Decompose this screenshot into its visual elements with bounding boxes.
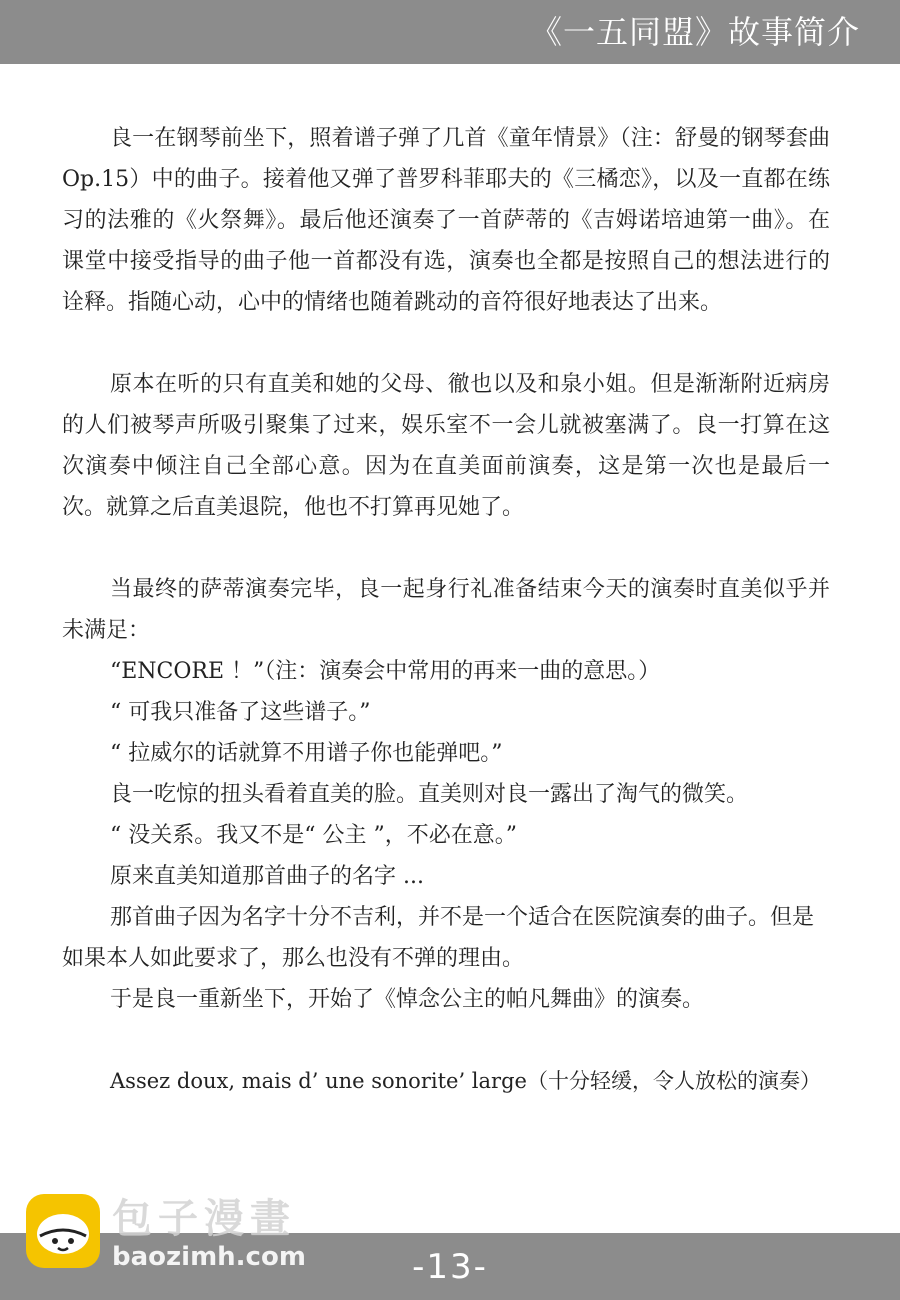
- dialogue-line: 原来直美知道那首曲子的名字 ...: [110, 864, 424, 889]
- dialogue-line: 那首曲子因为名字十分不吉利，并不是一个适合在医院演奏的曲子。但是如果本人如此要求了，那么也没有不弹的理由。: [62, 905, 815, 971]
- story-text: [62, 118, 830, 1102]
- dialogue-line: 于是良一重新坐下，开始了《悼念公主的帕凡舞曲》的演奏。: [110, 987, 705, 1012]
- paragraph-3: 当最终的萨蒂演奏完毕，良一起身行礼准备结束今天的演奏时直美似乎并未满足：: [62, 577, 830, 643]
- dialogue-line: “ 没关系。我又不是“ 公主 ”，不必在意。”: [110, 823, 517, 848]
- paragraph-2: 原本在听的只有直美和她的父母、徹也以及和泉小姐。但是渐渐附近病房的人们被琴声所吸引聚集了过来，娱乐室不一会儿就被塞满了。良一打算在这次演奏中倾注自己全部心意。因为在直美面前演奏，这是第一次也是最后一次。就算之后直美退院，他也不打算再见她了。: [62, 372, 830, 520]
- watermark: [26, 1194, 326, 1274]
- closing-line: Assez doux, mais d’ une sonorite’ large（十分轻缓，令人放松的演奏）: [110, 1069, 821, 1093]
- page-header: [0, 0, 900, 64]
- dialogue-line: “ 拉威尔的话就算不用谱子你也能弹吧。”: [110, 741, 503, 766]
- paragraph-1: 良一在钢琴前坐下，照着谱子弹了几首《童年情景》（注：舒曼的钢琴套曲 Op.15）中的曲子。接着他又弹了普罗科菲耶夫的《三橘恋》，以及一直都在练习的法雅的《火祭舞》。最后他还演奏了一首萨蒂的《吉姆诺培迪第一曲》。在课堂中接受指导的曲子他一首都没有选，演奏也全都是按照自己的想法进行的诠释。指随心动，心中的情绪也随着跳动的音符很好地表达了出来。: [62, 126, 830, 315]
- dialogue-line: “ENCORE ！”（注：演奏会中常用的再来一曲的意思。）: [110, 659, 661, 684]
- bun-logo-icon: [26, 1194, 100, 1268]
- page-number: -13-: [412, 1247, 488, 1287]
- dialogue-line: 良一吃惊的扭头看着直美的脸。直美则对良一露出了淘气的微笑。: [110, 782, 749, 807]
- watermark-site-url: baozimh.com: [112, 1242, 306, 1272]
- chapter-title: 《一五同盟》故事简介: [529, 13, 860, 51]
- dialogue-line: “ 可我只准备了这些谱子。”: [110, 700, 371, 725]
- watermark-site-name: 包子漫畫: [112, 1196, 296, 1242]
